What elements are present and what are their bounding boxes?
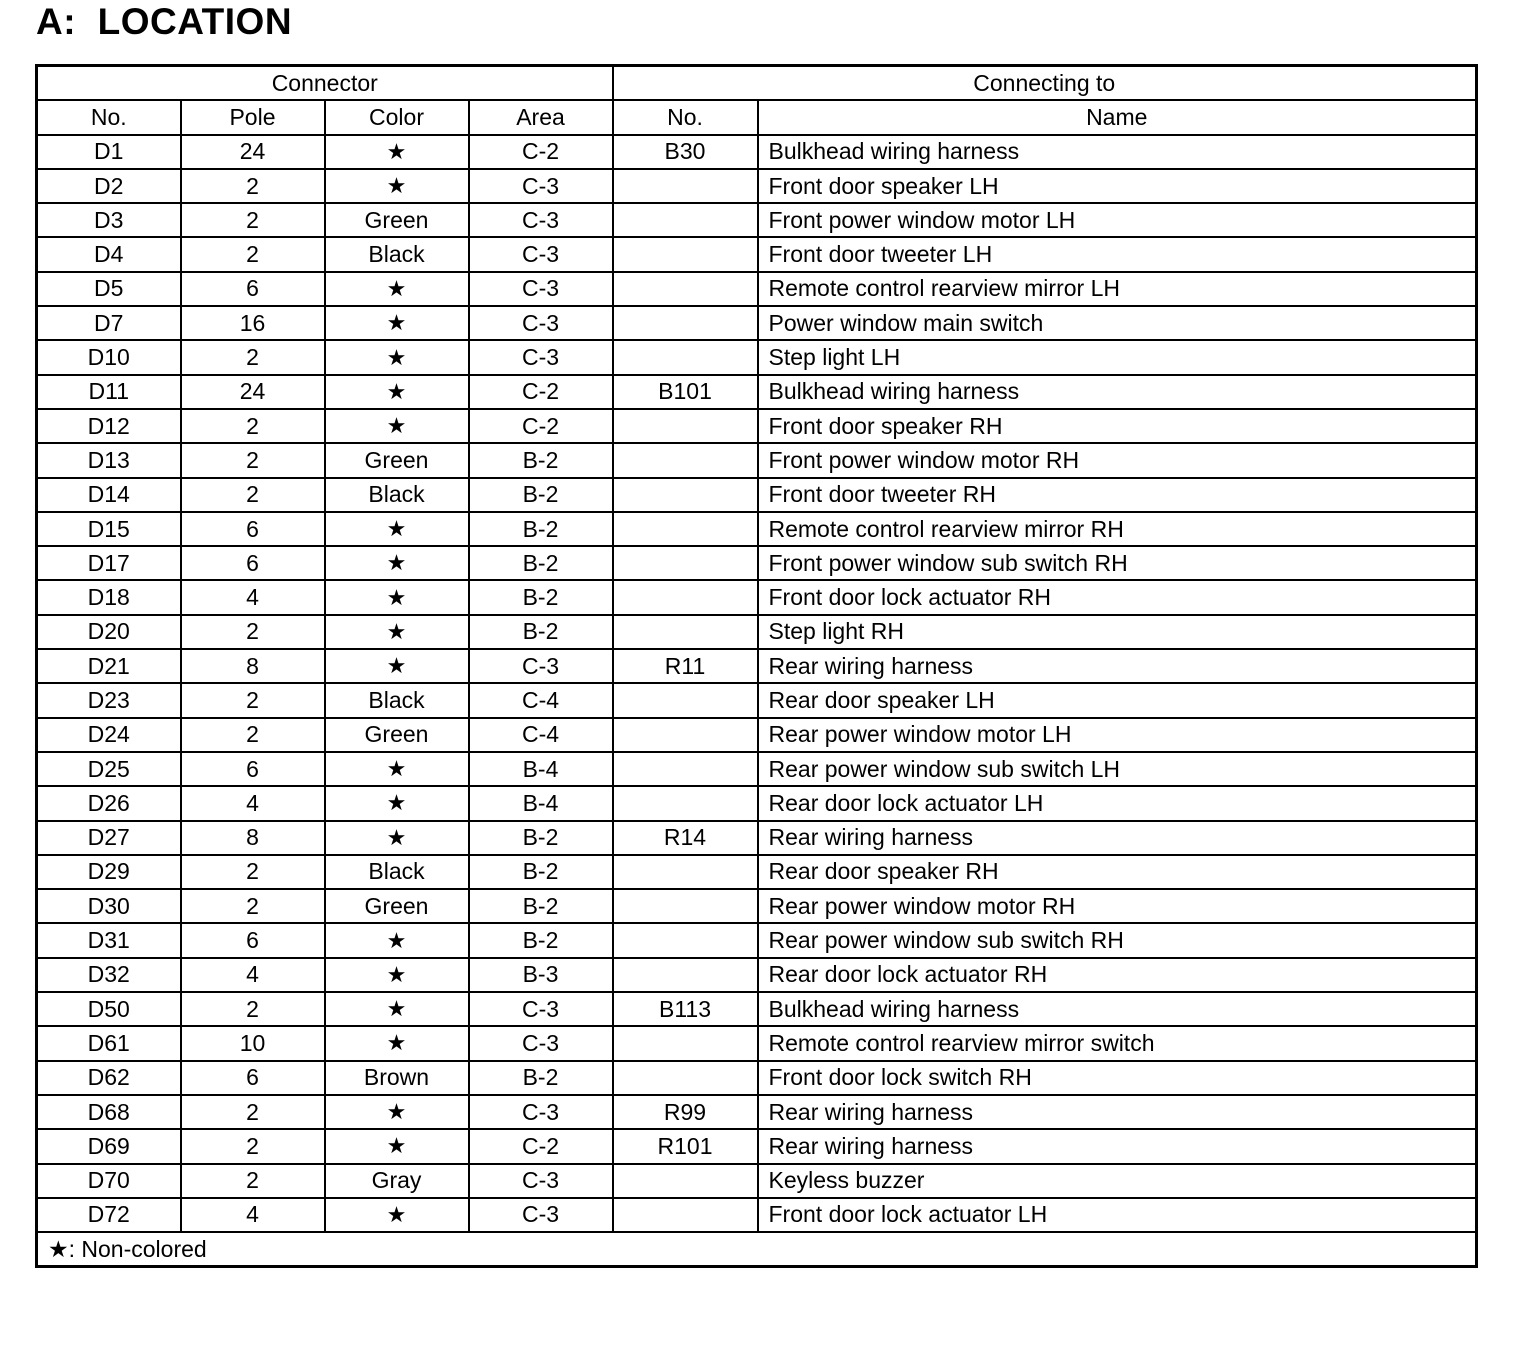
cell-color: ★ — [325, 821, 469, 855]
cell-pole: 6 — [181, 512, 325, 546]
table-body — [37, 135, 1477, 1233]
cell-pole: 2 — [181, 855, 325, 889]
cell-area: C-3 — [469, 169, 613, 203]
cell-to-no — [613, 1164, 758, 1198]
cell-color: ★ — [325, 272, 469, 306]
cell-to-no: B101 — [613, 375, 758, 409]
cell-pole: 2 — [181, 443, 325, 477]
cell-no: D15 — [37, 512, 181, 546]
cell-no: D62 — [37, 1061, 181, 1095]
cell-no: D29 — [37, 855, 181, 889]
cell-no: D13 — [37, 443, 181, 477]
cell-area: B-2 — [469, 821, 613, 855]
cell-area: C-2 — [469, 375, 613, 409]
table-row — [37, 649, 1477, 683]
cell-pole: 2 — [181, 1095, 325, 1129]
cell-no: D18 — [37, 580, 181, 614]
cell-color: ★ — [325, 615, 469, 649]
cell-name: Front door lock actuator RH — [758, 580, 1477, 614]
cell-name: Bulkhead wiring harness — [758, 135, 1477, 169]
table-row — [37, 1198, 1477, 1232]
cell-pole: 24 — [181, 135, 325, 169]
cell-name: Remote control rearview mirror LH — [758, 272, 1477, 306]
table-row — [37, 958, 1477, 992]
cell-pole: 4 — [181, 958, 325, 992]
cell-color: ★ — [325, 923, 469, 957]
cell-no: D31 — [37, 923, 181, 957]
cell-to-no — [613, 855, 758, 889]
cell-area: C-3 — [469, 272, 613, 306]
table-row — [37, 683, 1477, 717]
table-row — [37, 718, 1477, 752]
cell-color: ★ — [325, 1026, 469, 1060]
col-header-name: Name — [758, 100, 1477, 134]
cell-color: ★ — [325, 340, 469, 374]
cell-area: C-3 — [469, 1026, 613, 1060]
cell-color: ★ — [325, 1129, 469, 1163]
cell-no: D72 — [37, 1198, 181, 1232]
cell-pole: 2 — [181, 889, 325, 923]
cell-name: Bulkhead wiring harness — [758, 992, 1477, 1026]
cell-to-no — [613, 752, 758, 786]
cell-no: D68 — [37, 1095, 181, 1129]
location-table — [35, 64, 1478, 1268]
cell-no: D21 — [37, 649, 181, 683]
col-header-no: No. — [37, 100, 181, 134]
cell-color: Black — [325, 855, 469, 889]
cell-no: D17 — [37, 546, 181, 580]
cell-pole: 4 — [181, 580, 325, 614]
cell-to-no — [613, 409, 758, 443]
cell-name: Rear power window motor RH — [758, 889, 1477, 923]
column-header-row — [37, 100, 1477, 134]
cell-area: C-2 — [469, 135, 613, 169]
cell-name: Front door speaker RH — [758, 409, 1477, 443]
table-row — [37, 340, 1477, 374]
cell-name: Front power window motor LH — [758, 203, 1477, 237]
cell-pole: 2 — [181, 992, 325, 1026]
cell-color: ★ — [325, 958, 469, 992]
table-row — [37, 786, 1477, 820]
cell-area: C-3 — [469, 1164, 613, 1198]
cell-to-no — [613, 786, 758, 820]
cell-color: Green — [325, 718, 469, 752]
cell-name: Rear wiring harness — [758, 1095, 1477, 1129]
page-title: A: LOCATION — [36, 1, 293, 42]
cell-color: Brown — [325, 1061, 469, 1095]
table-row — [37, 889, 1477, 923]
footnote-row — [37, 1232, 1477, 1267]
cell-area: B-4 — [469, 786, 613, 820]
cell-to-no — [613, 203, 758, 237]
cell-area: C-4 — [469, 718, 613, 752]
cell-area: B-2 — [469, 615, 613, 649]
cell-area: C-2 — [469, 1129, 613, 1163]
cell-name: Rear power window motor LH — [758, 718, 1477, 752]
cell-name: Step light LH — [758, 340, 1477, 374]
cell-pole: 2 — [181, 203, 325, 237]
cell-name: Rear power window sub switch RH — [758, 923, 1477, 957]
cell-name: Rear wiring harness — [758, 649, 1477, 683]
cell-area: B-4 — [469, 752, 613, 786]
cell-no: D11 — [37, 375, 181, 409]
cell-area: C-3 — [469, 340, 613, 374]
cell-area: B-2 — [469, 580, 613, 614]
cell-to-no — [613, 958, 758, 992]
cell-to-no — [613, 718, 758, 752]
connecting-to-group-header: Connecting to — [613, 66, 1477, 101]
cell-to-no — [613, 237, 758, 271]
cell-color: ★ — [325, 752, 469, 786]
table-row — [37, 135, 1477, 169]
cell-to-no: R11 — [613, 649, 758, 683]
cell-name: Rear door lock actuator LH — [758, 786, 1477, 820]
cell-pole: 4 — [181, 786, 325, 820]
cell-color: ★ — [325, 786, 469, 820]
cell-to-no — [613, 1026, 758, 1060]
table-row — [37, 443, 1477, 477]
cell-area: C-3 — [469, 306, 613, 340]
cell-name: Front door tweeter RH — [758, 478, 1477, 512]
cell-name: Front door lock actuator LH — [758, 1198, 1477, 1232]
col-header-area: Area — [469, 100, 613, 134]
cell-no: D30 — [37, 889, 181, 923]
cell-to-no — [613, 923, 758, 957]
cell-color: Green — [325, 203, 469, 237]
cell-name: Rear door speaker RH — [758, 855, 1477, 889]
cell-pole: 2 — [181, 478, 325, 512]
cell-no: D5 — [37, 272, 181, 306]
connector-group-header: Connector — [37, 66, 613, 101]
table-row — [37, 203, 1477, 237]
cell-color: Green — [325, 889, 469, 923]
cell-no: D32 — [37, 958, 181, 992]
cell-color: ★ — [325, 992, 469, 1026]
cell-to-no: B30 — [613, 135, 758, 169]
col-header-color: Color — [325, 100, 469, 134]
cell-no: D1 — [37, 135, 181, 169]
table-row — [37, 855, 1477, 889]
cell-area: B-2 — [469, 923, 613, 957]
table-row — [37, 752, 1477, 786]
cell-no: D23 — [37, 683, 181, 717]
cell-no: D69 — [37, 1129, 181, 1163]
group-header-row — [37, 66, 1477, 101]
table-row — [37, 923, 1477, 957]
table-row — [37, 546, 1477, 580]
cell-pole: 6 — [181, 923, 325, 957]
cell-pole: 4 — [181, 1198, 325, 1232]
cell-no: D4 — [37, 237, 181, 271]
table-row — [37, 1026, 1477, 1060]
cell-color: Black — [325, 478, 469, 512]
cell-no: D61 — [37, 1026, 181, 1060]
cell-area: C-4 — [469, 683, 613, 717]
cell-name: Front door speaker LH — [758, 169, 1477, 203]
cell-to-no — [613, 512, 758, 546]
cell-pole: 6 — [181, 272, 325, 306]
cell-no: D14 — [37, 478, 181, 512]
cell-color: ★ — [325, 409, 469, 443]
cell-color: Black — [325, 237, 469, 271]
cell-pole: 16 — [181, 306, 325, 340]
table-row — [37, 169, 1477, 203]
cell-area: B-2 — [469, 443, 613, 477]
cell-to-no — [613, 272, 758, 306]
cell-pole: 2 — [181, 615, 325, 649]
cell-name: Bulkhead wiring harness — [758, 375, 1477, 409]
cell-to-no — [613, 306, 758, 340]
table-row — [37, 615, 1477, 649]
cell-to-no — [613, 443, 758, 477]
cell-color: ★ — [325, 1095, 469, 1129]
table-row — [37, 272, 1477, 306]
cell-no: D2 — [37, 169, 181, 203]
cell-name: Front power window sub switch RH — [758, 546, 1477, 580]
cell-area: C-3 — [469, 1095, 613, 1129]
table-row — [37, 580, 1477, 614]
cell-no: D50 — [37, 992, 181, 1026]
table-row — [37, 512, 1477, 546]
cell-area: C-3 — [469, 203, 613, 237]
cell-no: D3 — [37, 203, 181, 237]
cell-pole: 6 — [181, 546, 325, 580]
cell-name: Rear power window sub switch LH — [758, 752, 1477, 786]
cell-pole: 2 — [181, 718, 325, 752]
cell-area: C-2 — [469, 409, 613, 443]
table-row — [37, 1129, 1477, 1163]
cell-pole: 8 — [181, 649, 325, 683]
table-row — [37, 992, 1477, 1026]
table-row — [37, 237, 1477, 271]
cell-pole: 2 — [181, 683, 325, 717]
cell-area: B-2 — [469, 855, 613, 889]
cell-to-no — [613, 1198, 758, 1232]
cell-to-no — [613, 478, 758, 512]
col-header-pole: Pole — [181, 100, 325, 134]
col-header-to-no: No. — [613, 100, 758, 134]
cell-pole: 2 — [181, 1129, 325, 1163]
cell-name: Rear wiring harness — [758, 821, 1477, 855]
cell-name: Power window main switch — [758, 306, 1477, 340]
cell-to-no — [613, 615, 758, 649]
cell-color: ★ — [325, 512, 469, 546]
cell-pole: 2 — [181, 1164, 325, 1198]
cell-pole: 24 — [181, 375, 325, 409]
cell-to-no — [613, 580, 758, 614]
table-row — [37, 1095, 1477, 1129]
cell-area: B-2 — [469, 512, 613, 546]
cell-area: B-2 — [469, 1061, 613, 1095]
cell-no: D7 — [37, 306, 181, 340]
cell-name: Front power window motor RH — [758, 443, 1477, 477]
cell-no: D10 — [37, 340, 181, 374]
cell-color: ★ — [325, 135, 469, 169]
cell-area: B-2 — [469, 478, 613, 512]
cell-color: ★ — [325, 546, 469, 580]
cell-area: C-3 — [469, 992, 613, 1026]
cell-color: Black — [325, 683, 469, 717]
cell-no: D25 — [37, 752, 181, 786]
cell-name: Rear wiring harness — [758, 1129, 1477, 1163]
cell-pole: 2 — [181, 340, 325, 374]
cell-area: B-2 — [469, 889, 613, 923]
table-row — [37, 821, 1477, 855]
cell-name: Rear door lock actuator RH — [758, 958, 1477, 992]
table-row — [37, 1164, 1477, 1198]
cell-name: Front door tweeter LH — [758, 237, 1477, 271]
cell-color: Green — [325, 443, 469, 477]
cell-color: ★ — [325, 169, 469, 203]
cell-name: Front door lock switch RH — [758, 1061, 1477, 1095]
cell-name: Remote control rearview mirror switch — [758, 1026, 1477, 1060]
table-row — [37, 306, 1477, 340]
cell-to-no — [613, 1061, 758, 1095]
cell-to-no — [613, 340, 758, 374]
cell-to-no: B113 — [613, 992, 758, 1026]
cell-color: ★ — [325, 306, 469, 340]
cell-area: C-3 — [469, 237, 613, 271]
cell-no: D27 — [37, 821, 181, 855]
cell-pole: 2 — [181, 169, 325, 203]
cell-pole: 6 — [181, 1061, 325, 1095]
cell-pole: 10 — [181, 1026, 325, 1060]
cell-to-no — [613, 546, 758, 580]
cell-color: ★ — [325, 375, 469, 409]
cell-area: C-3 — [469, 1198, 613, 1232]
cell-no: D26 — [37, 786, 181, 820]
cell-pole: 8 — [181, 821, 325, 855]
cell-to-no — [613, 169, 758, 203]
cell-color: ★ — [325, 649, 469, 683]
table-row — [37, 409, 1477, 443]
cell-name: Step light RH — [758, 615, 1477, 649]
cell-no: D70 — [37, 1164, 181, 1198]
table-row — [37, 478, 1477, 512]
table-row — [37, 375, 1477, 409]
cell-name: Keyless buzzer — [758, 1164, 1477, 1198]
cell-pole: 2 — [181, 409, 325, 443]
cell-pole: 6 — [181, 752, 325, 786]
cell-color: ★ — [325, 580, 469, 614]
cell-name: Rear door speaker LH — [758, 683, 1477, 717]
cell-area: B-2 — [469, 546, 613, 580]
cell-color: ★ — [325, 1198, 469, 1232]
cell-no: D24 — [37, 718, 181, 752]
table-row — [37, 1061, 1477, 1095]
cell-area: B-3 — [469, 958, 613, 992]
footnote: ★: Non-colored — [37, 1232, 1477, 1267]
cell-name: Remote control rearview mirror RH — [758, 512, 1477, 546]
cell-to-no: R14 — [613, 821, 758, 855]
cell-to-no — [613, 889, 758, 923]
cell-area: C-3 — [469, 649, 613, 683]
cell-to-no: R101 — [613, 1129, 758, 1163]
cell-color: Gray — [325, 1164, 469, 1198]
cell-to-no — [613, 683, 758, 717]
cell-pole: 2 — [181, 237, 325, 271]
cell-to-no: R99 — [613, 1095, 758, 1129]
cell-no: D12 — [37, 409, 181, 443]
cell-no: D20 — [37, 615, 181, 649]
